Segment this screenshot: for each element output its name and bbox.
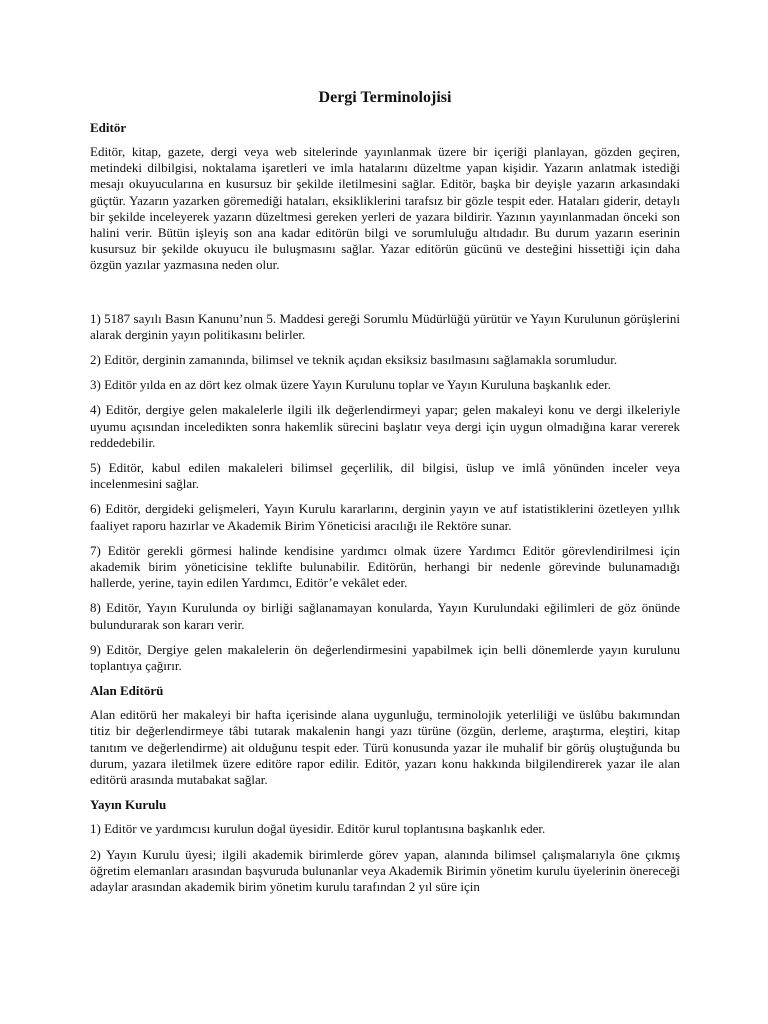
section-heading-editor: Editör [90,120,127,135]
editor-duty-item: 4) Editör, dergiye gelen makalelerle ilgili ilk değerlendirmeyi yapar; gelen makaleyi konu ve dergi ilkeleriyle uyumu açısından inceledikten sonra hakemlik sürecini başlatır veya dergi için uygun olmadığına karar vererek reddedebilir. [90,402,680,450]
editor-duty-item: 7) Editör gerekli görmesi halinde kendisine yardımcı olmak üzere Yardımcı Editör görevlendirilmesi için akademik birim yöneticisine teklifte bulunabilir. Editörün, herhangi bir nedenle görevinde bulunamadığı hallerde, yerine, tayin edilen Yardımcı, Editör’e vekâlet eder. [90,542,680,591]
editor-duty-item: 8) Editör, Yayın Kurulunda oy birliği sağlanamayan konularda, Yayın Kurulundaki eğilimleri de göz önünde bulundurarak son kararı verir. [90,600,680,632]
section-heading-editorial-board: Yayın Kurulu [90,797,167,813]
editor-duty-item: 6) Editör, dergideki gelişmeleri, Yayın Kurulu kararlarını, derginin yayın ve atıf istatistiklerini özetleyen yıllık faaliyet raporu hazırlar ve Akademik Birim Yöneticisi aracılığı ile Rektöre sunar. [90,501,680,533]
editorial-board-item: 1) Editör ve yardımcısı kurulun doğal üyesidir. Editör kurul toplantısına başkanlık eder. [90,821,546,837]
document-title: Dergi Terminolojisi [318,89,452,106]
editor-duty-item: 9) Editör, Dergiye gelen makalelerin ön değerlendirmesini yapabilmek için belli dönemlerde yayın kurulunu toplantıya çağırır. [90,641,680,674]
editor-duty-item: 5) Editör, kabul edilen makaleleri bilimsel geçerlilik, dil bilgisi, üslup ve imlâ yönünden inceler veya incelenmesini sağlar. [90,460,680,492]
field-editor-paragraph: Alan editörü her makaleyi bir hafta içerisinde alana uygunluğu, terminolojik yeterliliği ve üslûbu bakımından titiz bir değerlendirmeye tâbi tutarak makalenin hangi yazı türüne (özgün, derleme, araştırma, eleştiri, kitap tanıtım ve değerlendirme) ait olduğunu tespit eder. Türü konusunda yazar ile muhalif bir görüş oluştuğunda bu durum, yazara iletilmek üzere editöre rapor edilir. Editör, yazarı konu hakkında bilgilendirerek yazar ile alan editörü arasında mutabakat sağlar. [90,707,680,788]
editor-duty-item: 3) Editör yılda en az dört kez olmak üzere Yayın Kurulunu toplar ve Yayın Kuruluna başkanlık eder. [90,377,611,393]
editor-duty-item: 1) 5187 sayılı Basın Kanunu’nun 5. Maddesi gereği Sorumlu Müdürlüğü yürütür ve Yayın Kurulunun görüşlerini alarak derginin yayın politikasını belirler. [90,310,680,342]
section-heading-field-editor: Alan Editörü [90,683,164,699]
spacer [90,283,680,311]
editor-definition-paragraph: Editör, kitap, gazete, dergi veya web sitelerinde yayınlanmak üzere bir içeriği planlayan, gözden geçiren, metindeki dilbilgisi, noktalama işaretleri ve imla hatalarını düzeltme yapan kişidir. Yazarın anlatmak istediği mesajı okuyucularına en kusursuz bir şekilde iletilmesini sağlar. Editör, başka bir deyişle yazarın arkasındaki güçtür. Yazarın yazarken göremediği hataları, eksikliklerini tarafsız bir gözle tespit eder. Hataları giderir, detaylı bir şekilde inceleyerek yazarın düzeltmesi gereken yerleri de yazara bildirir. Yazının yayınlanmadan önceki son halini verir. Bütün işleyiş son ana kadar editörün bilgi ve sorumluluğu altıdadır. Bu durum yazarın eserinin kusursuz bir şekilde okuyucu ile buluşmasını sağlar. Yazar editörün gücünü ve desteğini hissettiği için daha özgün yazılar yazmasına neden olur. [90,144,680,273]
editor-duty-item: 2) Editör, derginin zamanında, bilimsel ve teknik açıdan eksiksiz basılmasını sağlamakla sorumludur. [90,352,618,368]
editorial-board-item: 2) Yayın Kurulu üyesi; ilgili akademik birimlerde görev yapan, alanında bilimsel çalışmalarıyla öne çıkmış öğretim elemanları arasından başvuruda bulunanlar veya Akademik Birimin yönetim kurulu üyelerinin önereceği adaylar arasından akademik birim yönetim kurulu tarafından 2 yıl süre için [90,846,680,894]
